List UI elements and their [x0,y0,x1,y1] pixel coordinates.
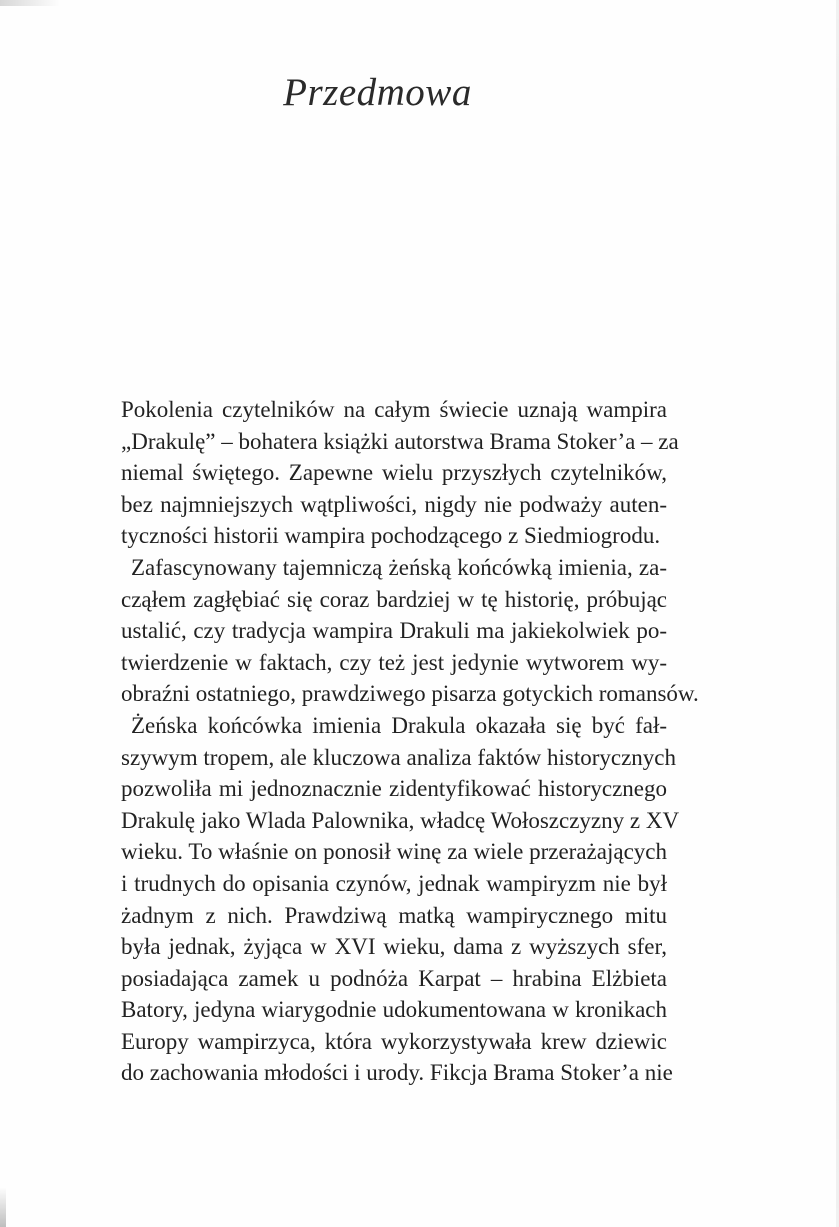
text-line: Zafascynowany tajemniczą żeńską końcówką imienia, za- [131,554,667,580]
scan-artifact-bottom-edge [0,1187,6,1227]
text-line: Drakulę jako Wlada Palownika, władcę Wołoszczyzny z XV [121,807,680,833]
text-line: niemal świętego. Zapewne wielu przyszłych czytelników, [121,460,667,486]
text-line: i trudnych do opisania czynów, jednak wampiryzm nie był [121,870,667,896]
text-line: ustalić, czy tradycja wampira Drakuli ma jakiekolwiek po- [121,618,667,644]
text-line: żadnym z nich. Prawdziwą matką wampirycznego mitu [121,902,667,928]
text-line: wieku. To właśnie on ponosił winę za wiele przerażających [121,839,667,865]
text-line: była jednak, żyjąca w XVI wieku, dama z wyższych sfer, [121,934,667,960]
chapter-title: Przedmowa [283,71,472,114]
scan-artifact-corner [0,0,60,6]
text-line: do zachowania młodości i urody. Fikcja Brama Stoker’a nie [121,1060,673,1086]
text-line: pozwoliła mi jednoznacznie zidentyfikować historycznego [121,776,667,802]
text-line: twierdzenie w faktach, czy też jest jedynie wytworem wy- [121,649,667,675]
text-line: Europy wampirzyca, która wykorzystywała krew dziewic [121,1028,667,1054]
text-line: Pokolenia czytelników na całym świecie uznają wampira [121,397,667,422]
text-line: Batory, jedyna wiarygodnie udokumentowana w kronikach [121,997,667,1023]
text-line: Żeńska końcówka imienia Drakula okazała się być fał- [131,712,667,738]
text-line: „Drakulę” – bohatera książki autorstwa Brama Stoker’a – za [121,428,679,454]
text-line: obraźni ostatniego, prawdziwego pisarza gotyckich romansów. [121,681,699,707]
text-line: szywym tropem, ale kluczowa analiza faktów historycznych [121,744,676,770]
text-line: tyczności historii wampira pochodzącego z Siedmiogrodu. [121,523,661,549]
text-line: posiadająca zamek u podnóża Karpat – hrabina Elżbieta [121,965,667,991]
text-line: cząłem zagłębiać się coraz bardziej w tę historię, próbując [121,586,667,612]
text-line: bez najmniejszych wątpliwości, nigdy nie podważy auten- [121,491,667,517]
body-text [121,394,699,1089]
